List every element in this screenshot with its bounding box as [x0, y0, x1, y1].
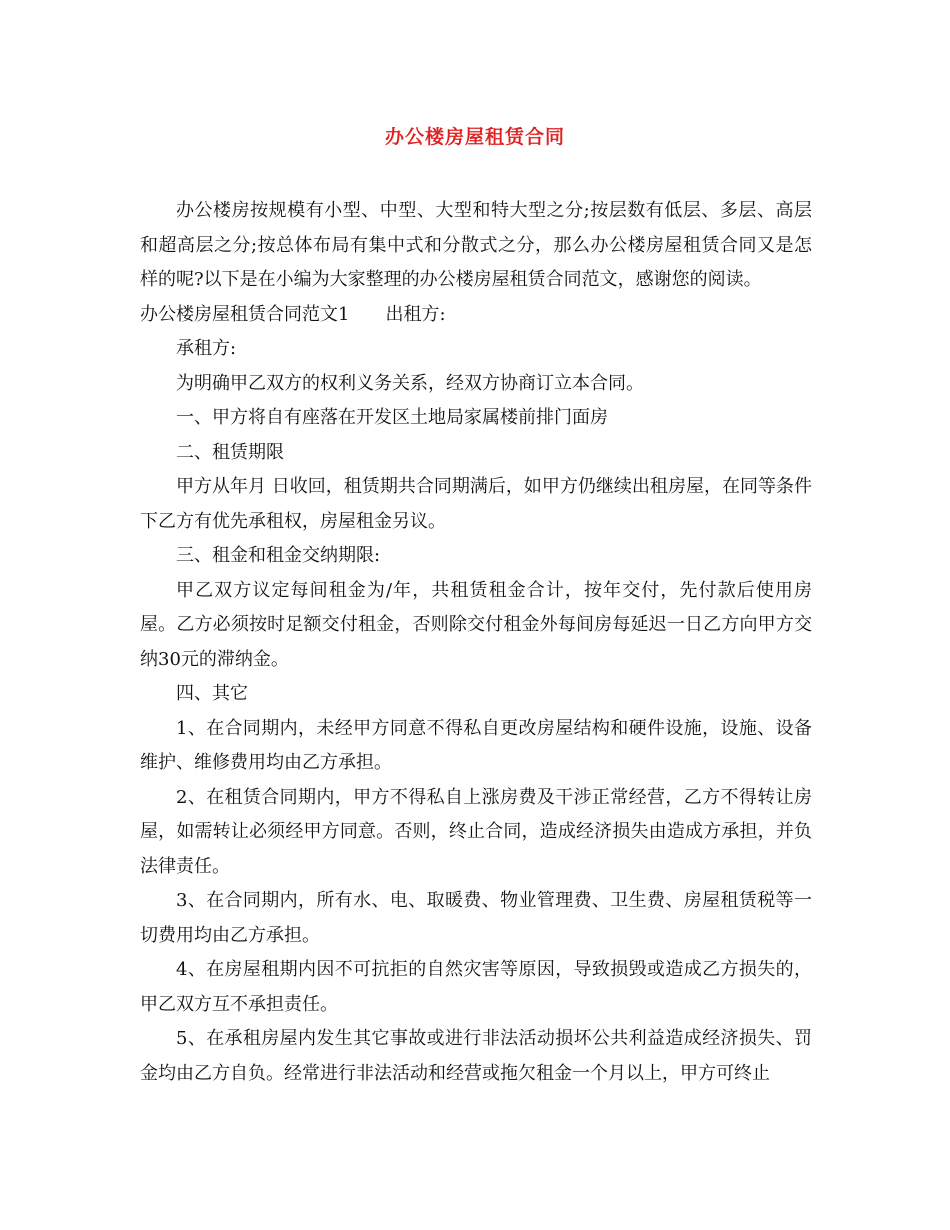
clause-2-text: 甲方从年月 日收回，租赁期共合同期满后，如甲方仍继续出租房屋，在同等条件下乙方有优先承租权，房屋租金另议。 [140, 476, 812, 532]
sample-heading-line [140, 298, 812, 333]
document-body [140, 194, 812, 1091]
clause-4-item-5: 5、在承租房屋内发生其它事故或进行非法活动损坏公共利益造成经济损失、罚金均由乙方自负。经常进行非法活动和经营或拖欠租金一个月以上，甲方可终止 [140, 1028, 812, 1084]
clause-4-item-2: 2、在租赁合同期内，甲方不得私自上涨房费及干涉正常经营，乙方不得转让房屋，如需转让必须经甲方同意。否则，终止合同，造成经济损失由造成方承担，并负法律责任。 [140, 786, 812, 877]
clause-4-item-1: 1、在合同期内，未经甲方同意不得私自更改房屋结构和硬件设施，设施、设备维护、维修费用均由乙方承担。 [140, 717, 812, 773]
lessee-label: 承租方: [176, 338, 237, 359]
clause-4-item-4: 4、在房屋租期内因不可抗拒的自然灾害等原因，导致损毁或造成乙方损失的，甲乙双方互不承担责任。 [140, 959, 812, 1015]
clause-4-item-3: 3、在合同期内，所有水、电、取暖费、物业管理费、卫生费、房屋租赁税等一切费用均由乙方承担。 [140, 890, 812, 946]
sample-heading: 办公楼房屋租赁合同范文1 [140, 303, 350, 325]
purpose-paragraph: 为明确甲乙双方的权利义务关系，经双方协商订立本合同。 [176, 372, 644, 394]
clause-3-title: 三、租金和租金交纳期限: [176, 545, 381, 566]
clause-1: 一、甲方将自有座落在开发区土地局家属楼前排门面房 [176, 407, 608, 428]
clause-4-title: 四、其它 [176, 683, 248, 704]
clause-2-title: 二、租赁期限 [176, 441, 284, 463]
document-title: 办公楼房屋租赁合同 [384, 126, 565, 148]
clause-3-text: 甲乙双方议定每间租金为/年，共租赁租金合计，按年交付，先付款后使用房屋。乙方必须按时足额交付租金，否则除交付租金外每间房每延迟一日乙方向甲方交纳30元的滞纳金。 [140, 579, 812, 670]
lessor-label: 出租方: [385, 303, 446, 325]
intro-paragraph: 办公楼房按规模有小型、中型、大型和特大型之分;按层数有低层、多层、高层和超高层之分;按总体布局有集中式和分散式之分，那么办公楼房屋租赁合同又是怎样的呢?以下是在小编为大家整理的办公楼房屋租赁合同范文，感谢您的阅读。 [140, 200, 812, 290]
